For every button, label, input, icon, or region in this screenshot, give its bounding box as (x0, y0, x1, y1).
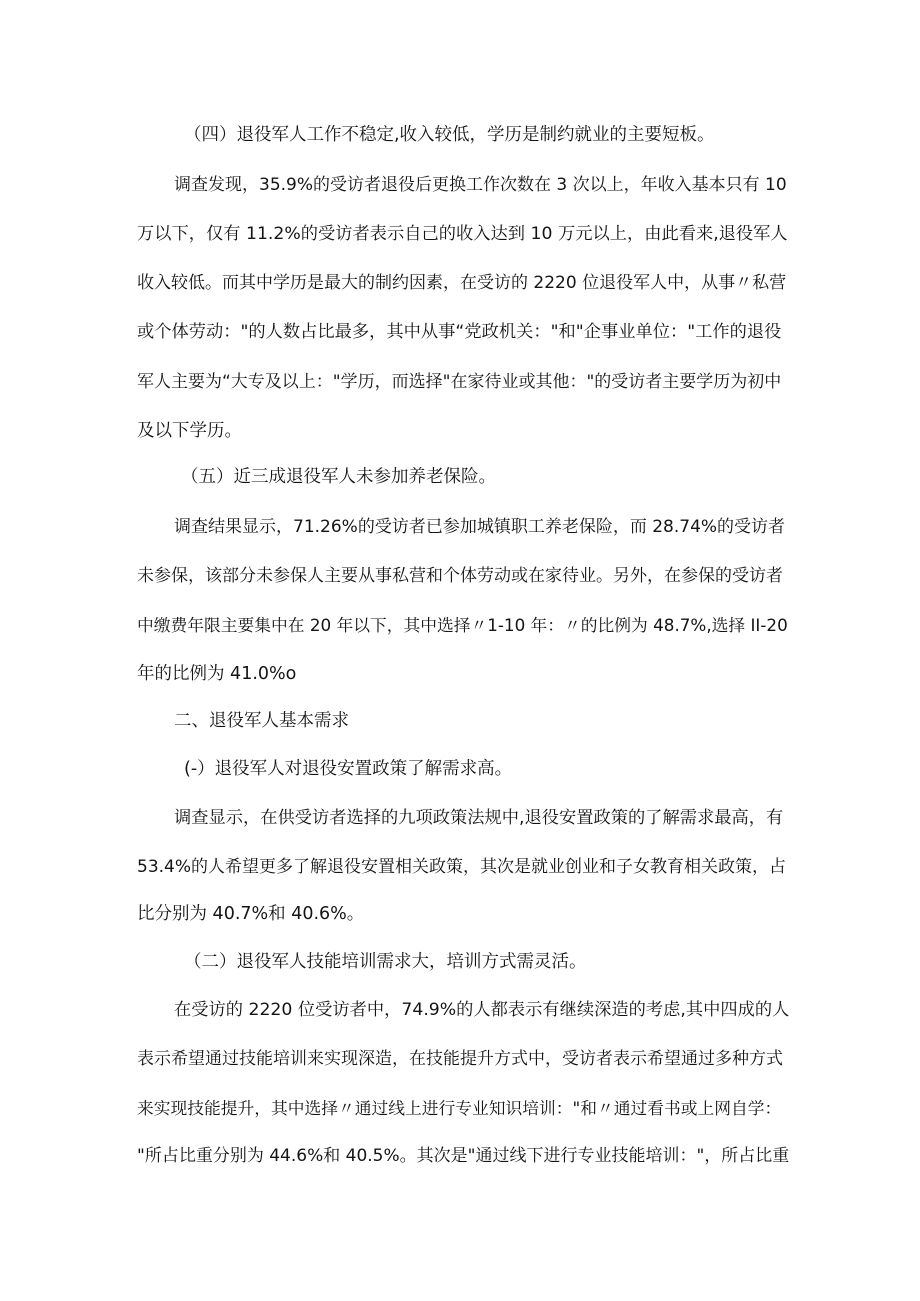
paragraph-line: "所占比重分别为 44.6%和 40.5%。其次是"通过线下进行专业技能培训："，所占比重 (137, 1146, 790, 1166)
paragraph-line: 表示希望通过技能培训来实现深造，在技能提升方式中，受访者表示希望通过多种方式 (137, 1049, 783, 1069)
paragraph-line: 或个体劳动："的人数占比最多，其中从事“党政机关："和"企事业单位："工作的退役 (137, 322, 782, 342)
subheading-4: （四）退役军人工作不稳定,收入较低，学历是制约就业的主要短板。 (184, 125, 715, 145)
paragraph-line: 53.4%的人希望更多了解退役安置相关政策，其次是就业创业和子女教育相关政策，占 (137, 857, 787, 877)
subheading-1: (-）退役军人对退役安置政策了解需求高。 (184, 759, 513, 779)
paragraph-line: 收入较低。而其中学历是最大的制约因素，在受访的 2220 位退役军人中，从事〃私营 (137, 273, 787, 293)
paragraph-line: 在受访的 2220 位受访者中，74.9%的人都表示有继续深造的考虑,其中四成的人 (174, 1000, 790, 1020)
paragraph-line: 调查显示，在供受访者选择的九项政策法规中,退役安置政策的了解需求最高，有 (174, 808, 784, 828)
subheading-5: （五）近三成退役军人未参加养老保险。 (181, 467, 496, 487)
paragraph-line: 万以下，仅有 11.2%的受访者表示自己的收入达到 10 万元以上，由此看来,退役军人 (137, 224, 788, 244)
paragraph-line: 未参保，该部分未参保人主要从事私营和个体劳动或在家待业。另外，在参保的受访者 (137, 566, 783, 586)
paragraph-line: 中缴费年限主要集中在 20 年以下，其中选择〃1-10 年：〃的比例为 48.7%,选择 II-20 (137, 615, 788, 635)
paragraph-line: 来实现技能提升，其中选择〃通过线上进行专业知识培训："和〃通过看书或上网自学： (137, 1098, 782, 1118)
paragraph-line: 军人主要为“大专及以上："学历，而选择"在家待业或其他："的受访者主要学历为初中 (137, 372, 782, 392)
paragraph-line: 比分别为 40.7%和 40.6%。 (137, 904, 365, 924)
section-heading: 二、退役军人基本需求 (174, 711, 349, 731)
paragraph-line: 年的比例为 41.0%o (137, 664, 297, 684)
paragraph-line: 及以下学历。 (137, 421, 242, 441)
paragraph-line: 调查发现，35.9%的受访者退役后更换工作次数在 3 次以上，年收入基本只有 10 (174, 175, 787, 195)
paragraph-line: 调查结果显示，71.26%的受访者已参加城镇职工养老保险，而 28.74%的受访者 (174, 517, 786, 537)
subheading-2: （二）退役军人技能培训需求大，培训方式需灵活。 (184, 952, 587, 972)
